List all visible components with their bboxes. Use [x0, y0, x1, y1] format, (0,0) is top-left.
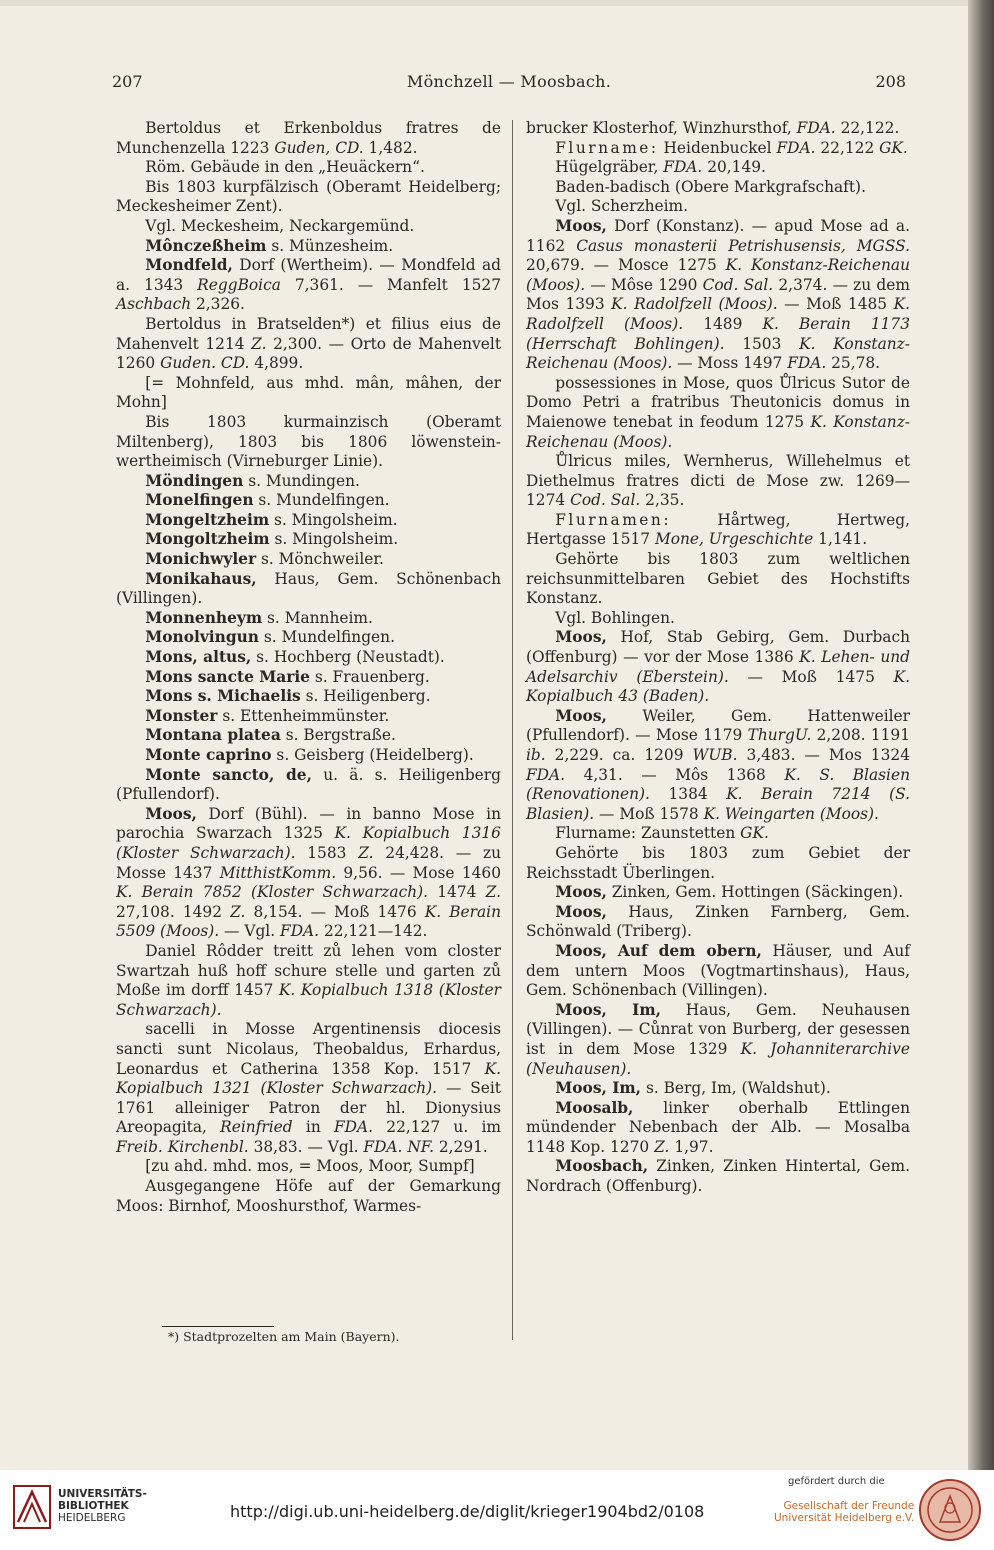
paragraph: Vgl. Meckesheim, Neckargemünd.: [145, 216, 415, 235]
entry-headword: Moosbach,: [555, 1157, 649, 1176]
paragraph: Gehörte bis 1803 zum Gebiet der Reichsstadt Überlingen.: [526, 843, 910, 882]
paragraph: Bis 1803 kurpfälzisch (Oberamt Heidelberg; Meckesheimer Zent).: [116, 177, 501, 216]
paragraph: Hügelgräber, FDA. 20,149.: [555, 158, 766, 177]
entry: Moosbach, Zinken, Zinken Hintertal, Gem. Nordrach (Offenburg).: [526, 1157, 910, 1196]
entry-headword: Moos,: [555, 902, 607, 921]
entry: Moos, Haus, Zinken Farnberg, Gem. Schönwald (Triberg).: [526, 902, 910, 941]
ub-heidelberg-logo-icon[interactable]: [12, 1482, 52, 1532]
right-column: [526, 119, 910, 1197]
entry-headword: Moos, Auf dem obern,: [555, 941, 762, 960]
entry: Mondfeld, Dorf (Wertheim). — Mondfeld ad a. 1343 ReggBoica 7,361. — Manfelt 1527 Aschbach 2,326.: [116, 256, 501, 314]
entry-headword: Mons sancte Marie: [145, 667, 310, 686]
entry-headword: Mons s. Michaelis: [145, 687, 301, 706]
entry: Mons sancte Marie s. Frauenberg.: [145, 667, 430, 686]
entry: Moos, Dorf (Bühl). — in banno Mose in parochia Swarzach 1325 K. Kopialbuch 1316 (Kloster Schwarzach). 1583 Z. 24,428. — zu Mosse 1437 MitthistKomm. 9,56. — Mose 1460 K. Berain 7852 (Kloster Schwarzach). 1474 Z. 27,108. 1492 Z. 8,154. — Moß 1476 K. Berain 5509 (Moos). — Vgl. FDA. 22,121—142.: [116, 804, 502, 941]
entry: Mongeltzheim s. Mingolsheim.: [145, 510, 398, 529]
entry-headword: Moos, Im,: [555, 1000, 661, 1019]
entry-headword: Mongeltzheim: [145, 510, 270, 529]
paragraph: Ůlricus miles, Wernherus, Willehelmus et Diethelmus fratres dicti de Mose zw. 1269—1274 Cod. Sal. 2,35.: [526, 452, 910, 510]
page-number-left: 207: [112, 72, 143, 91]
entry: Mônczeßheim s. Münzesheim.: [145, 236, 394, 255]
entry: Möndingen s. Mundingen.: [145, 471, 360, 490]
entry-headword: Mongoltzheim: [145, 530, 270, 549]
paragraph: Flurnamen: Hårtweg, Hertweg, Hertgasse 1517 Mone, Urgeschichte 1,141.: [526, 510, 910, 549]
sponsor-name[interactable]: Gesellschaft der Freunde Universität Heidelberg e.V.: [774, 1500, 915, 1524]
paragraph: Daniel Rôdder treitt zů lehen vom closter Swartzah huß hoff schure stelle und garten zů Moße im dorff 1457 K. Kopialbuch 1318 (Kloster Schwarzach).: [116, 941, 501, 1019]
running-title: Mönchzell — Moosbach.: [406, 72, 612, 91]
entry-headword: Moos, Im,: [555, 1079, 642, 1098]
entry: Moos, Auf dem obern, Häuser, und Auf dem untern Moos (Vogtmartinshaus), Haus, Gem. Schönenbach (Villingen).: [526, 941, 911, 1000]
entry: Moos, Im, Haus, Gem. Neuhausen (Villingen). — Cůnrat von Burberg, der gesessen ist in dem Mose 1329 K. Johanniterarchive (Neuhausen).: [526, 1000, 910, 1078]
ub-heidelberg-name[interactable]: UNIVERSITÄTS- BIBLIOTHEK HEIDELBERG: [58, 1488, 147, 1524]
entry: Montana platea s. Bergstraße.: [145, 726, 396, 745]
funded-by-label: gefördert durch die: [788, 1476, 885, 1487]
entry: Mongoltzheim s. Mingolsheim.: [145, 530, 399, 549]
book-spine-edge: [968, 0, 994, 1470]
paragraph: sacelli in Mosse Argentinensis diocesis sancti sunt Nicolaus, Theobaldus, Erhardus, Leonardus et Catherina 1358 Kop. 1517 K. Kopialbuch 1321 (Kloster Schwarzach). — Seit 1761 alleiniger Patron der hl. Dionysius Areopagita, Reinfried in FDA. 22,127 u. im Freib. Kirchenbl. 38,83. — Vgl. FDA. NF. 2,291.: [116, 1020, 501, 1156]
permalink-url[interactable]: http://digi.ub.uni-heidelberg.de/diglit/krieger1904bd2/0108: [230, 1502, 705, 1521]
entry: Moos, Weiler, Gem. Hattenweiler (Pfullendorf). — Mose 1179 ThurgU. 2,208. 1191 ib. 2,229. ca. 1209 WUB. 3,483. — Mos 1324 FDA. 4,31. — Môs 1368 K. S. Blasien (Renovationen). 1384 K. Berain 7214 (S. Blasien). — Moß 1578 K. Weingarten (Moos).: [526, 706, 911, 823]
entry-headword: Montana platea: [145, 726, 281, 745]
footer-bar: [0, 1470, 994, 1550]
entry: Monikahaus, Haus, Gem. Schönenbach (Villingen).: [116, 569, 501, 608]
entry-headword: Monichwyler: [145, 550, 257, 569]
paragraph: Ausgegangene Höfe auf der Gemarkung Moos: Birnhof, Mooshursthof, Warmes-: [116, 1177, 501, 1215]
page-number-right: 208: [875, 72, 906, 91]
paragraph: Baden-badisch (Obere Markgrafschaft).: [555, 177, 866, 196]
entry: Mons, altus, s. Hochberg (Neustadt).: [145, 648, 445, 667]
entry-headword: Monster: [145, 706, 218, 725]
paragraph: possessiones in Mose, quos Ůlricus Sutor de Domo Petri a fratribus Theutonicis domus in Maienowe tenebat in feodum 1275 K. Konstanz-Reichenau (Moos).: [526, 373, 910, 451]
entry: Monelfingen s. Mundelfingen.: [145, 491, 390, 510]
paragraph: [= Mohnfeld, aus mhd. mân, mâhen, der Mohn]: [116, 373, 501, 412]
entry: Monster s. Ettenheimmünster.: [145, 706, 390, 725]
university-seal-icon: [918, 1478, 982, 1542]
entry-headword: Moos,: [555, 628, 607, 647]
paragraph: Flurname: Zaunstetten GK.: [555, 824, 769, 843]
entry-headword: Moos,: [555, 706, 607, 725]
entry: Mons s. Michaelis s. Heiligenberg.: [145, 687, 431, 706]
footnote: *) Stadtprozelten am Main (Bayern).: [168, 1329, 400, 1344]
entry: Moosalb, linker oberhalb Ettlingen mündender Nebenbach der Alb. — Mosalba 1148 Kop. 1270 Z. 1,97.: [526, 1098, 910, 1156]
entry-headword: Monnenheym: [145, 608, 263, 627]
entry-headword: Monte sancto, de,: [145, 765, 312, 784]
footnote-rule: [162, 1326, 274, 1327]
entry: Monte caprino s. Geisberg (Heidelberg).: [145, 746, 474, 764]
entry-headword: Monikahaus,: [145, 569, 257, 588]
entry-headword: Mônczeßheim: [145, 236, 267, 255]
entry: Monnenheym s. Mannheim.: [145, 608, 373, 627]
entry-headword: Moosalb,: [555, 1098, 634, 1117]
paragraph: [zu ahd. mhd. mos, = Moos, Moor, Sumpf]: [145, 1157, 475, 1176]
entry-headword: Moos,: [555, 216, 607, 235]
entry: Monte sancto, de, u. ä. s. Heiligenberg (Pfullendorf).: [116, 765, 502, 804]
paragraph: Vgl. Scherzheim.: [555, 197, 689, 216]
paragraph: brucker Klosterhof, Winzhursthof, FDA. 22,122.: [526, 119, 900, 137]
entry: Moos, Zinken, Gem. Hottingen (Säckingen).: [555, 883, 904, 902]
paragraph: Flurname: Heidenbuckel FDA. 22,122 GK.: [555, 138, 908, 157]
entry: Moos, Im, s. Berg, Im, (Waldshut).: [555, 1079, 831, 1098]
entry: Moos, Hof, Stab Gebirg, Gem. Durbach (Offenburg) — vor der Mose 1386 K. Lehen- und Adelsarchiv (Eberstein). — Moß 1475 K. Kopialbuch 43 (Baden).: [526, 628, 910, 706]
entry-headword: Monte caprino: [145, 746, 272, 764]
left-column: [116, 119, 501, 1216]
paragraph: Bertoldus et Erkenboldus fratres de Munchenzella 1223 Guden, CD. 1,482.: [116, 119, 501, 157]
entry-headword: Monolvingun: [145, 628, 259, 647]
page-header: [112, 68, 906, 98]
paragraph: Vgl. Bohlingen.: [555, 608, 675, 627]
column-divider: [512, 120, 513, 1340]
entry: Moos, Dorf (Konstanz). — apud Mose ad a. 1162 Casus monasterii Petrishusensis, MGSS. 20,679. — Mosce 1275 K. Konstanz-Reichenau (Moos). — Môse 1290 Cod. Sal. 2,374. — zu dem Mos 1393 K. Radolfzell (Moos). — Moß 1485 K. Radolfzell (Moos). 1489 K. Berain 1173 (Herrschaft Bohlingen). 1503 K. Konstanz-Reichenau (Moos). — Moss 1497 FDA. 25,78.: [526, 216, 910, 373]
entry-headword: Mondfeld,: [145, 256, 233, 275]
scan-top-edge: [0, 0, 968, 6]
entry-headword: Mons, altus,: [145, 648, 252, 667]
entry: Monolvingun s. Mundelfingen.: [145, 628, 395, 647]
entry: Monichwyler s. Mönchweiler.: [145, 550, 384, 569]
entry-headword: Monelfingen: [145, 491, 254, 510]
entry-headword: Möndingen: [145, 471, 244, 490]
paragraph: Röm. Gebäude in den „Heuäckern“.: [145, 158, 425, 177]
paragraph: Bis 1803 kurmainzisch (Oberamt Miltenberg), 1803 bis 1806 löwenstein-wertheimisch (Virneburger Linie).: [116, 412, 501, 471]
paragraph: Bertoldus in Bratselden*) et filius eius de Mahenvelt 1214 Z. 2,300. — Orto de Mahenvelt 1260 Guden. CD. 4,899.: [116, 314, 502, 373]
entry-headword: Moos,: [145, 804, 197, 823]
paragraph: Gehörte bis 1803 zum weltlichen reichsunmittelbaren Gebiet des Hochstifts Konstanz.: [526, 550, 910, 608]
entry-headword: Moos,: [555, 883, 607, 902]
